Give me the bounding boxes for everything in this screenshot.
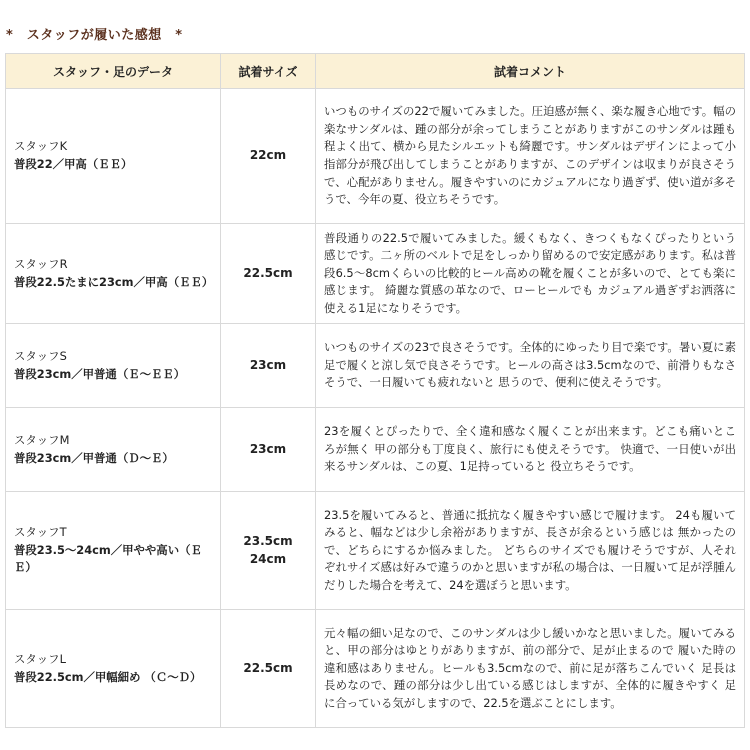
section-heading: * スタッフが履いた感想 *: [6, 28, 183, 43]
staff-cell: [6, 610, 221, 728]
table-row: [6, 408, 745, 492]
staff-cell: [6, 324, 221, 408]
try-size: 22.5cm: [243, 660, 293, 675]
comment-cell: 23を履くとぴったりで、全く違和感なく履くことが出来ます。どこも痛いところが無く 甲の部分も丁度良く、旅行にも使えそうです。 快適で、一日使いが出来るサンダルは、この夏、1足持っていると 役立ちそうです。: [316, 408, 745, 492]
comment-cell: いつものサイズの22で履いてみました。圧迫感が無く、楽な履き心地です。幅の楽なサンダルは、踵の部分が余ってしまうことがありますがこのサンダルは踵も程よく出て、横から見たシルエットも綺麗です。サンダルはデザインによって小指部分が飛び出してしまうことがありますが、このデザインは収まりが良さそうで、心配がありません。履きやすいのにカジュアルになり過ぎず、使い道が多そうで、今年の夏、役立ちそうです。: [316, 89, 745, 224]
header-try-comment: 試着コメント: [316, 54, 745, 89]
header-staff-data: スタッフ・足のデータ: [6, 54, 221, 89]
comment-cell: 23.5を履いてみると、普通に抵抗なく履きやすい感じで履けます。 24も履いてみると、幅などは少し余裕がありますが、長さが余るという感じは 無かったので、どちらにするか悩みました。 どちらのサイズでも履けそうですが、人それぞれサイズ感は好みで違うのかと思いますが私の場合は、一日履いて足が浮腫んだりした場合を考えて、24を選ぼうと思います。: [316, 492, 745, 610]
staff-foot-data: 普段22／甲高（ＥＥ）: [14, 157, 133, 171]
staff-foot-data: 普段23cm／甲普通（Ｅ〜ＥＥ）: [14, 366, 186, 381]
try-size: 22.5cm: [243, 265, 293, 280]
staff-foot-data: 普段22.5たまに23cm／甲高（ＥＥ）: [14, 274, 214, 289]
comment-cell: 元々幅の細い足なので、このサンダルは少し緩いかなと思いました。履いてみると、甲の部分はゆとりがありますが、前の部分で、足が止まるので 履いた時の違和感はありません。ヒールも3.5cmなので、前に足が落ちこんでいく 足長は長めなので、踵の部分は少し出ている感じはしますが、全体的に履きやすく 足に合っている気がしますので、22.5を選ぶことにします。: [316, 610, 745, 728]
staff-name: スタッフR: [14, 256, 68, 271]
staff-name: スタッフL: [14, 651, 66, 666]
try-size: 23cm: [249, 357, 287, 372]
try-size: 23cm: [249, 441, 287, 456]
staff-name: スタッフM: [14, 432, 70, 447]
table-row: [6, 224, 745, 324]
size-cell: [221, 89, 316, 224]
staff-foot-data: 普段23cm／甲普通（Ｄ〜Ｅ）: [14, 450, 174, 465]
try-size: 22cm: [249, 148, 287, 163]
staff-cell: [6, 408, 221, 492]
table-row: [6, 492, 745, 610]
staff-name: スタッフK: [14, 139, 68, 154]
staff-name: スタッフS: [14, 348, 67, 363]
size-cell: [221, 324, 316, 408]
try-size: 24cm: [249, 551, 287, 566]
size-cell: [221, 492, 316, 610]
staff-foot-data: 普段22.5cm／甲幅細め （Ｃ〜Ｄ）: [14, 669, 202, 684]
table-row: [6, 89, 745, 224]
staff-review-table: [5, 53, 745, 728]
size-cell: [221, 224, 316, 324]
comment-cell: 普段通りの22.5で履いてみました。緩くもなく、きつくもなくぴったりという感じです。二ヶ所のベルトで足をしっかり留めるので安定感があります。私は普段6.5〜8cmくらいの比較的ヒール高めの靴を履くことが多いので、とても楽に感じます。 綺麗な質感の革なので、ローヒールでも カジュアル過ぎずお洒落に使える1足になりそうです。: [316, 224, 745, 324]
table-row: [6, 610, 745, 728]
staff-cell: [6, 224, 221, 324]
size-cell: [221, 610, 316, 728]
table-row: [6, 324, 745, 408]
table-header-row: [6, 54, 745, 89]
comment-cell: いつものサイズの23で良さそうです。全体的にゆったり目で楽です。暑い夏に素足で履くと涼し気で良さそうです。ヒールの高さは3.5cmなので、前滑りもなさそうで、一日履いても疲れないと 思うので、便利に使えそうです。: [316, 324, 745, 408]
size-cell: [221, 408, 316, 492]
header-try-size: 試着サイズ: [221, 54, 316, 89]
staff-cell: [6, 89, 221, 224]
try-size: 23.5cm: [243, 533, 293, 548]
staff-cell: [6, 492, 221, 610]
staff-name: スタッフT: [14, 525, 67, 540]
staff-foot-data: 普段23.5〜24cm／甲やや高い（ＥＥ）: [14, 542, 202, 575]
